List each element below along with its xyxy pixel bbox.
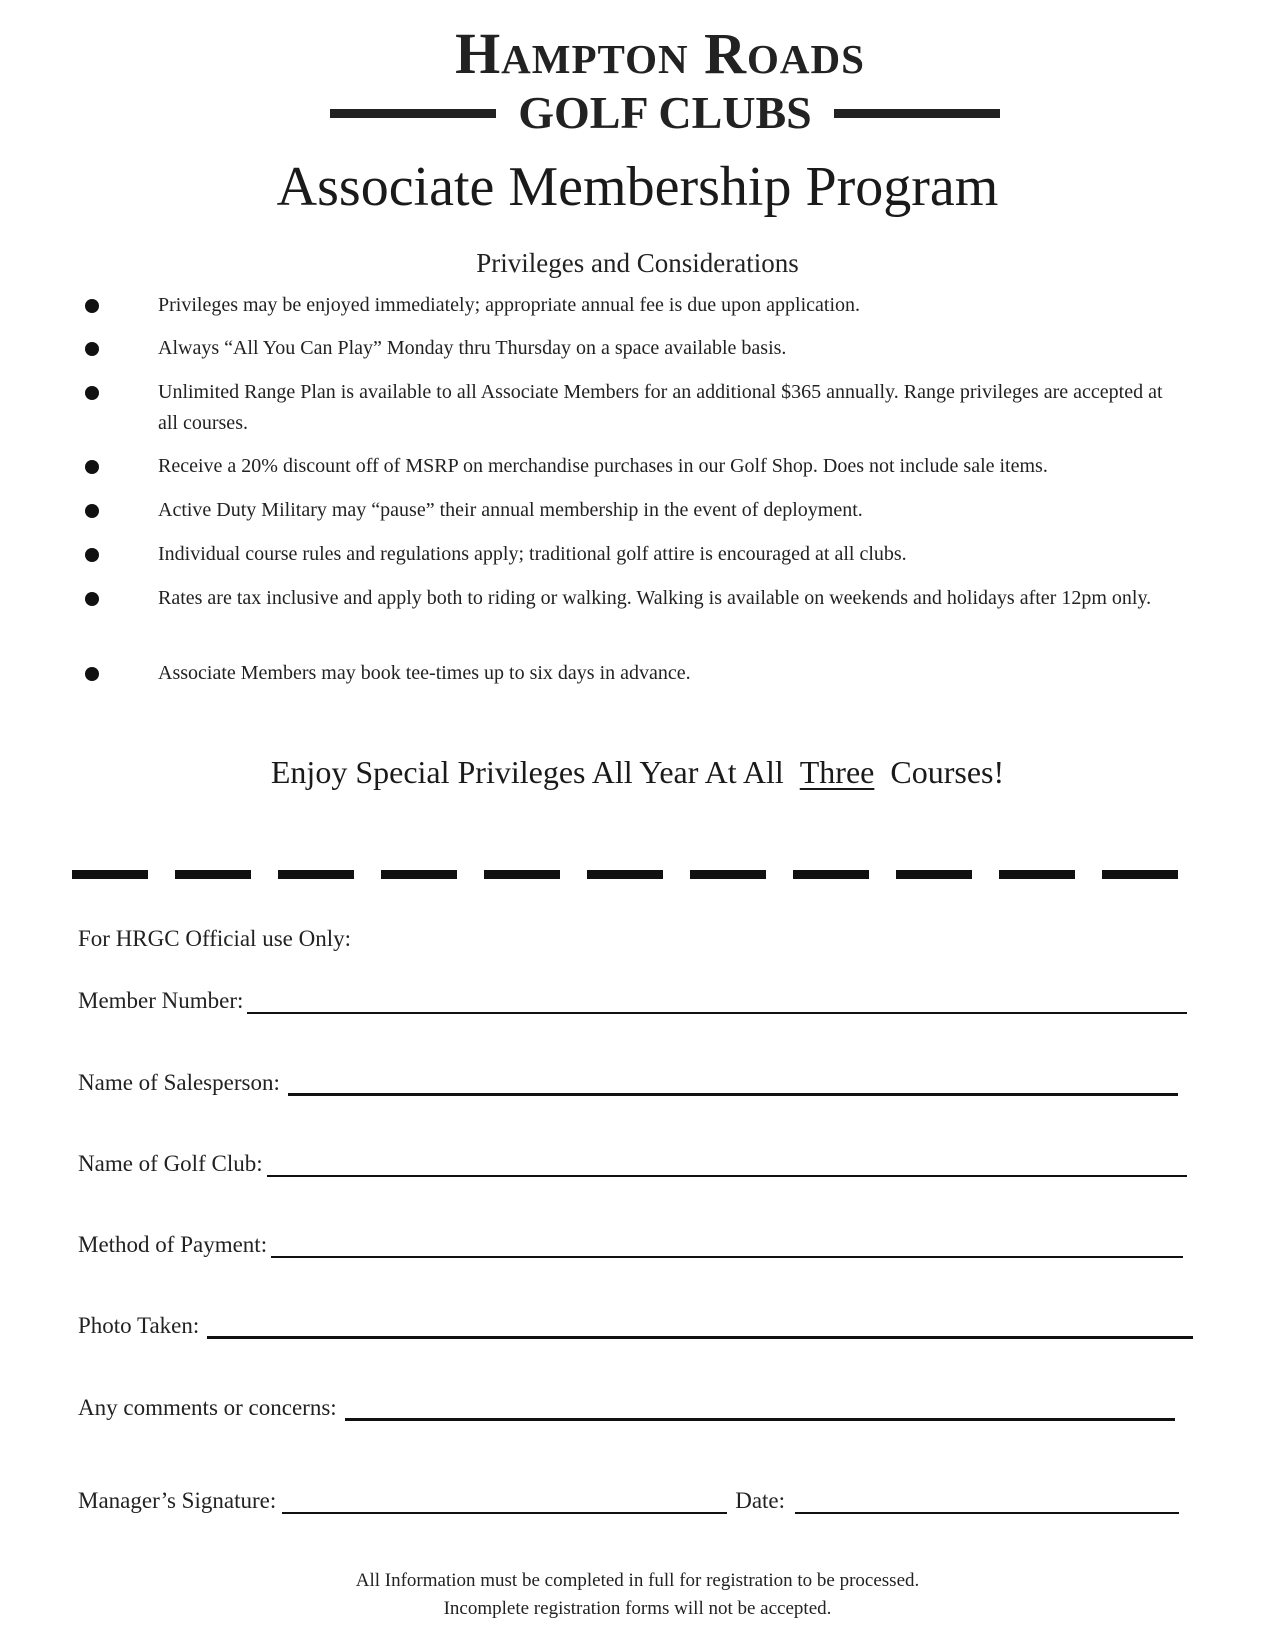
photo-taken-label: Photo Taken: (78, 1313, 200, 1338)
golf-club-field[interactable] (267, 1175, 1187, 1177)
logo-right-rule (834, 109, 1000, 118)
logo-subtitle-row (330, 88, 1000, 138)
payment-label: Method of Payment: (78, 1232, 268, 1257)
bullet-icon (85, 667, 99, 681)
bullet-icon (85, 592, 99, 606)
logo-name-text: Hampton Roads (455, 21, 865, 86)
privilege-text: Associate Members may book tee-times up to six days in advance. (158, 662, 691, 684)
signature-row (78, 1482, 1179, 1516)
payment-field[interactable] (271, 1256, 1183, 1258)
logo-left-rule (330, 109, 496, 118)
privilege-text: Rates are tax inclusive and apply both to riding or walking. Walking is available on weekends and holidays after 12pm only. (158, 587, 1152, 609)
salesperson-field[interactable] (288, 1093, 1178, 1096)
page-title: Associate Membership Program (276, 156, 999, 218)
footer-line-2: Incomplete registration forms will not be accepted. (443, 1598, 832, 1619)
comments-field[interactable] (345, 1418, 1175, 1421)
privilege-text: Active Duty Military may “pause” their annual membership in the event of deployment. (158, 499, 863, 521)
privilege-text: Individual course rules and regulations apply; traditional golf attire is encouraged at all clubs. (158, 543, 907, 565)
golf-club-label: Name of Golf Club: (78, 1151, 263, 1176)
date-field[interactable] (795, 1512, 1179, 1514)
date-label: Date: (735, 1488, 786, 1513)
photo-taken-row (78, 1307, 1193, 1341)
dashed-cut-line (72, 870, 1182, 879)
footer-line-1: All Information must be completed in full for registration to be processed. (355, 1570, 920, 1591)
bullet-icon (85, 548, 99, 562)
privilege-text: Always “All You Can Play” Monday thru Thursday on a space available basis. (158, 337, 787, 359)
section-heading: Privileges and Considerations (476, 248, 799, 278)
salesperson-row (78, 1064, 1178, 1098)
member-number-field[interactable] (247, 1012, 1187, 1014)
privilege-text: Privileges may be enjoyed immediately; appropriate annual fee is due upon application. (158, 294, 861, 316)
enjoy-tagline (0, 752, 1275, 792)
manager-signature-label: Manager’s Signature: (78, 1488, 277, 1513)
logo-subtitle: GOLF CLUBS (518, 87, 812, 138)
enjoy-underlined-word: Three (799, 754, 875, 790)
privilege-text: Unlimited Range Plan is available to all Associate Members for an additional $365 annually. Range privileges are accepted at all courses. (158, 381, 1163, 434)
privilege-text: Receive a 20% discount off of MSRP on merchandise purchases in our Golf Shop. Does not include sale items. (158, 455, 1048, 477)
golf-club-row (78, 1145, 1187, 1179)
bullet-icon (85, 342, 99, 356)
bullet-icon (85, 299, 99, 313)
logo-name (320, 14, 1000, 94)
enjoy-text-after: Courses! (890, 754, 1005, 790)
salesperson-label: Name of Salesperson: (78, 1070, 280, 1095)
comments-row (78, 1389, 1175, 1423)
member-number-row (78, 982, 1187, 1016)
bullet-icon (85, 504, 99, 518)
comments-label: Any comments or concerns: (78, 1395, 337, 1420)
manager-signature-field[interactable] (282, 1512, 727, 1514)
payment-row (78, 1226, 1183, 1260)
member-number-label: Member Number: (78, 988, 244, 1013)
official-use-heading: For HRGC Official use Only: (78, 926, 352, 951)
bullet-icon (85, 386, 99, 400)
photo-taken-field[interactable] (207, 1336, 1193, 1339)
bullet-icon (85, 460, 99, 474)
enjoy-text-before: Enjoy Special Privileges All Year At All (270, 754, 784, 790)
